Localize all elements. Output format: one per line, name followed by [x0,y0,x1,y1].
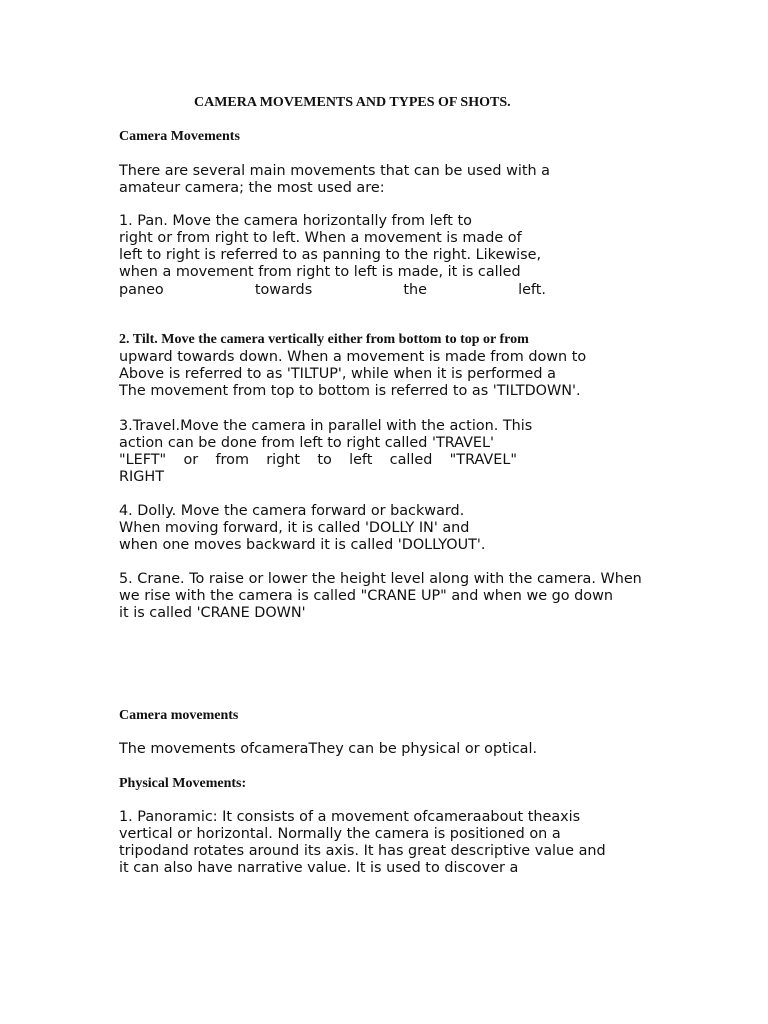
document-title: CAMERA MOVEMENTS AND TYPES OF SHOTS. [194,95,511,110]
travel-word: called [389,452,433,468]
pan-word: left. [518,282,546,298]
pan-line-3: left to right is referred to as panning to the right. Likewise, [119,247,542,263]
panoramic-line-4: it can also have narrative value. It is used to discover a [119,860,519,876]
panoramic-line-2: vertical or horizontal. Normally the camera is positioned on a [119,826,561,842]
crane-line-1: 5. Crane. To raise or lower the height level along with the camera. When [119,571,642,587]
pan-word: paneo [119,282,164,298]
section2-intro: The movements ofcameraThey can be physical or optical. [119,741,538,757]
travel-word: to [317,452,332,468]
travel-line-4: RIGHT [119,469,165,485]
travel-line-1: 3.Travel.Move the camera in parallel with the action. This [119,418,533,434]
travel-word: "TRAVEL" [449,452,517,468]
travel-word: from [215,452,249,468]
intro-line-2: amateur camera; the most used are: [119,180,385,196]
travel-word: "LEFT" [119,452,167,468]
intro-line-1: There are several main movements that can be used with a [119,163,550,179]
dolly-line-2: When moving forward, it is called 'DOLLY IN' and [119,520,470,536]
pan-word: towards [254,282,313,298]
tilt-line-1: upward towards down. When a movement is made from down to [119,349,587,365]
dolly-line-3: when one moves backward it is called 'DOLLYOUT'. [119,537,486,553]
section-heading-camera-movements-2: Camera movements [119,708,239,723]
travel-word: left [349,452,373,468]
tilt-heading: 2. Tilt. Move the camera vertically either from bottom to top or from [119,332,529,347]
pan-word: the [403,282,427,298]
crane-line-2: we rise with the camera is called "CRANE UP" and when we go down [119,588,613,604]
travel-line-3 [119,452,517,469]
tilt-line-3: The movement from top to bottom is referred to as 'TILTDOWN'. [119,383,581,399]
travel-word: right [266,452,301,468]
section-heading-camera-movements: Camera Movements [119,129,240,144]
travel-word: or [183,452,199,468]
travel-line-2: action can be done from left to right called 'TRAVEL' [119,435,494,451]
panoramic-line-3: tripodand rotates around its axis. It has great descriptive value and [119,843,606,859]
tilt-line-2: Above is referred to as 'TILTUP', while when it is performed a [119,366,556,382]
physical-movements-heading: Physical Movements: [119,776,247,791]
crane-line-3: it is called 'CRANE DOWN' [119,605,306,621]
panoramic-line-1: 1. Panoramic: It consists of a movement ofcameraabout theaxis [119,809,581,825]
pan-line-4: when a movement from right to left is made, it is called [119,264,521,280]
pan-line-5 [119,282,546,299]
pan-line-1: 1. Pan. Move the camera horizontally from left to [119,213,472,229]
pan-line-2: right or from right to left. When a movement is made of [119,230,522,246]
dolly-line-1: 4. Dolly. Move the camera forward or backward. [119,503,465,519]
